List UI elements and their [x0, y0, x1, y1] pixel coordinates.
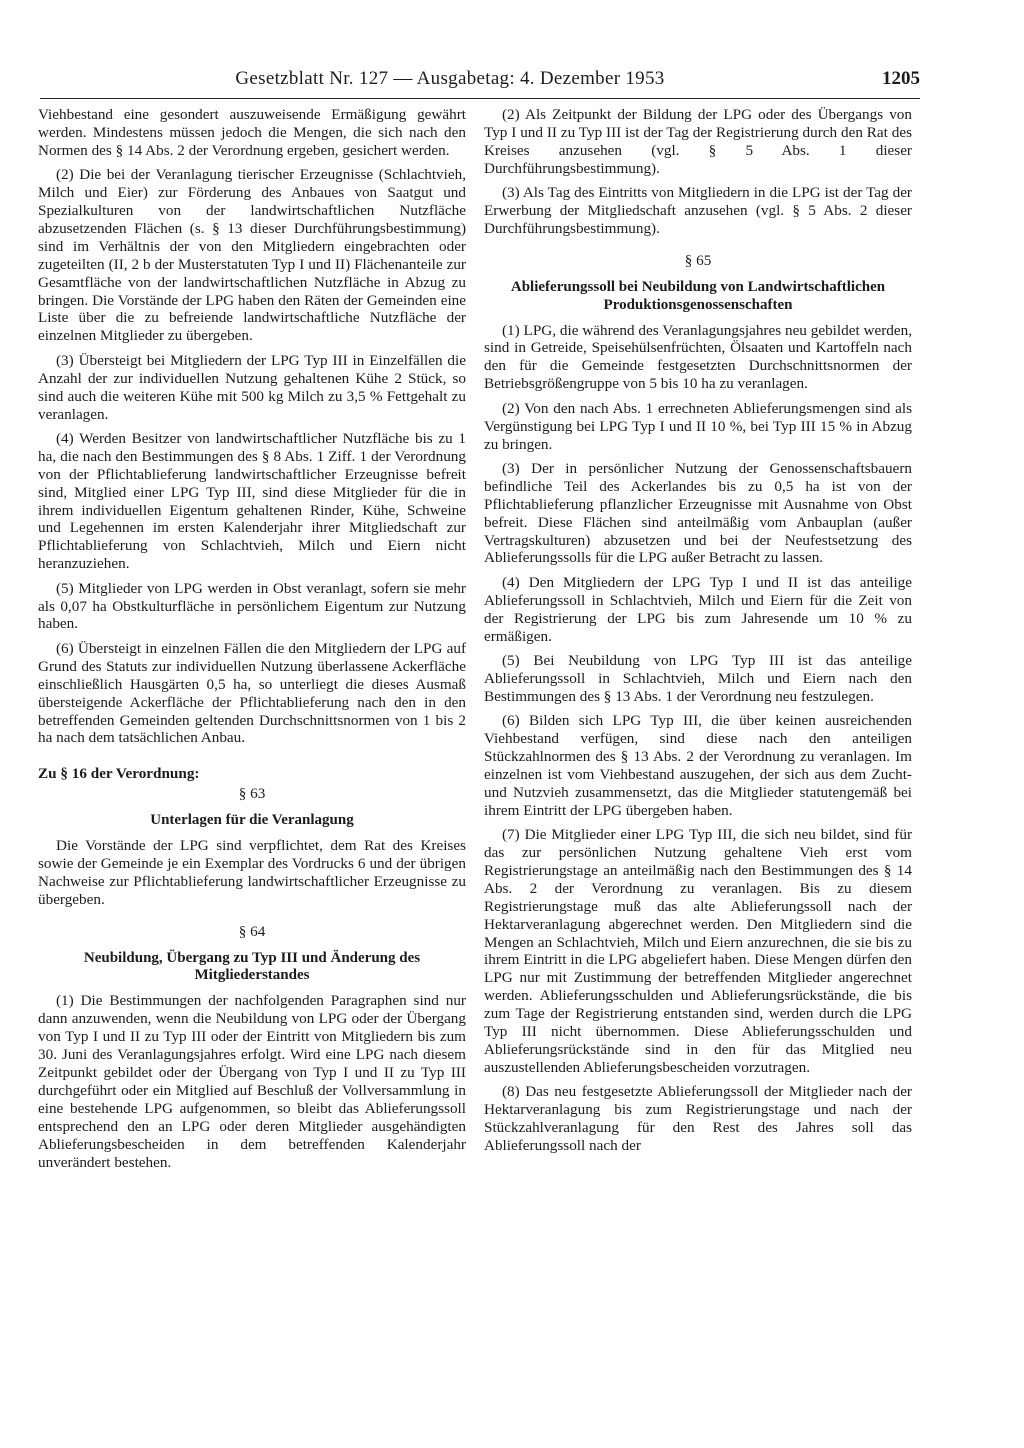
- paragraph: (3) Als Tag des Eintritts von Mitgliedern in die LPG ist der Tag der Erwerbung der Mitgliedschaft anzusehen (vgl. § 5 Abs. 2 dieser Durchführungsbestimmung).: [484, 184, 912, 237]
- header-title: Gesetzblatt Nr. 127 — Ausgabetag: 4. Dezember 1953: [235, 68, 665, 89]
- paragraph: (4) Werden Besitzer von landwirtschaftlicher Nutzfläche bis zu 1 ha, die nach den Bestimmungen des § 8 Abs. 1 Ziff. 1 der Verordnung von der Pflichtablieferung landwirtschaftlicher Erzeugnisse befreit sind, Mitglied einer LPG Typ III, sind diese Mitglieder für die in ihrem individuellen Eigentum gehaltenen Rinder, Kühe, Schweine und Legehennen im ersten Kalenderjahr ihrer Mitgliedschaft zur Pflichtablieferung von Schlachtvieh, Milch und Eiern nicht heranzuziehen.: [38, 429, 466, 573]
- paragraph: (1) LPG, die während des Veranlagungsjahres neu gebildet werden, sind in Getreide, Speisehülsenfrüchten, Ölsaaten und Kartoffeln nach den für die Gemeinde festgesetzten Durchschnittsnormen der Betriebsgrößengruppe von 5 bis 10 ha zu veranlagen.: [484, 321, 912, 393]
- regulation-reference-heading: Zu § 16 der Verordnung:: [38, 765, 200, 783]
- paragraph: Die Vorstände der LPG sind verpflichtet, dem Rat des Kreises sowie der Gemeinde je ein Exemplar des Vordrucks 6 und der übrigen Nachweise zur Pflichtablieferung landwirtschaftlicher Erzeugnisse zu übergeben.: [38, 837, 466, 908]
- paragraph: (3) Übersteigt bei Mitgliedern der LPG Typ III in Einzelfällen die Anzahl der zur individuellen Nutzung gehaltenen Kühe 2 Stück, so sind auch die weiteren Kühe mit 500 kg Milch zu 3,5 % Fettgehalt zu veranlagen.: [38, 351, 466, 423]
- paragraph: (2) Die bei der Veranlagung tierischer Erzeugnisse (Schlachtvieh, Milch und Eier) zur Förderung des Anbaues von Saatgut und Spezialkulturen von der landwirtschaftlichen Nutzfläche abzusetzenden Flächen (s. § 13 dieser Durchführungsbestimmung) sind im Verhältnis der von den Mitgliedern eingebrachten oder zugeteilten (II, 2 b der Musterstatuten Typ I und II) Flächenanteile zur Gesamtfläche von der landwirtschaftlichen Nutzfläche in Abzug zu bringen. Die Vorstände der LPG haben den Räten der Gemeinden eine Liste über die zu befreiende landwirtschaftliche Nutzfläche der einzelnen Mitglieder zu übergeben.: [38, 166, 466, 345]
- paragraph: Viehbestand eine gesondert auszuweisende Ermäßigung gewährt werden. Mindestens müssen jedoch die Mengen, die sich nach den Normen des § 14 Abs. 2 der Verordnung ergeben, gesichert werden.: [38, 106, 466, 159]
- right-column: [484, 106, 912, 1161]
- page-header: [40, 68, 920, 99]
- paragraph: (5) Bei Neubildung von LPG Typ III ist das anteilige Ablieferungssoll in Schlachtvieh, Milch und Eiern nach den Bestimmungen des § 13 Abs. 1 der Verordnung neu festzulegen.: [484, 651, 912, 705]
- paragraph: (4) Den Mitgliedern der LPG Typ I und II ist das anteilige Ablieferungssoll in Schlachtvieh, Milch und Eiern für die Zeit von der Registrierung der LPG bis zum Jahresende um 10 % zu ermäßigen.: [484, 573, 912, 645]
- paragraph: (2) Als Zeitpunkt der Bildung der LPG oder des Übergangs von Typ I und II zu Typ III ist der Tag der Registrierung durch den Rat des Kreises anzusehen (vgl. § 5 Abs. 1 dieser Durchführungsbestimmung).: [484, 106, 912, 177]
- paragraph: (5) Mitglieder von LPG werden in Obst veranlagt, sofern sie mehr als 0,07 ha Obstkulturfläche in persönlichem Eigentum zur Nutzung haben.: [38, 579, 466, 633]
- paragraph: (1) Die Bestimmungen der nachfolgenden Paragraphen sind nur dann anzuwenden, wenn die Neubildung von LPG oder der Übergang von Typ I und II zu Typ III oder der Eintritt von Mitgliedern bis zum 30. Juni des Veranlagungsjahres erfolgt. Wird eine LPG nach diesem Zeitpunkt gebildet oder der Übergang von Typ I und II zu Typ III durchgeführt oder ein Mitglied auf Beschluß der Vollversammlung in eine bestehende LPG aufgenommen, so bleibt das Ablieferungssoll entsprechend den an LPG oder deren Mitglieder ausgehändigten Ablieferungsbescheiden in dem betreffenden Kalenderjahr unverändert bestehen.: [38, 992, 466, 1171]
- section-heading: Neubildung, Übergang zu Typ III und Änderung des Mitgliederstandes: [83, 949, 421, 984]
- section-number: § 64: [238, 922, 266, 940]
- left-column: [38, 106, 466, 1178]
- section-number: § 63: [238, 785, 266, 803]
- paragraph: (2) Von den nach Abs. 1 errechneten Ablieferungsmengen sind als Vergünstigung bei LPG Typ I und II 10 %, bei Typ III 15 % in Abzug zu bringen.: [484, 399, 912, 453]
- paragraph: (8) Das neu festgesetzte Ablieferungssoll der Mitglieder nach der Hektarveranlagung bis zum Registrierungstage und nach der Stückzahlveranlagung für den Rest des Jahres soll das Ablieferungssoll nach der: [484, 1083, 912, 1155]
- page-number: 1205: [882, 68, 920, 89]
- section-heading: Ablieferungssoll bei Neubildung von Landwirtschaftlichen Produktionsgenossenschaften: [510, 278, 886, 313]
- paragraph: (6) Übersteigt in einzelnen Fällen die den Mitgliedern der LPG auf Grund des Statuts zur individuellen Nutzung überlassene Ackerfläche einschließlich Hausgärten 0,5 ha, so unterliegt die dieses Ausmaß übersteigende Ackerfläche der Pflichtablieferung nach den in den betreffenden Gemeinden geltenden Durchschnittsnormen von 1 bis 2 ha nach dem tatsächlichen Anbau.: [38, 639, 466, 747]
- section-heading: Unterlagen für die Veranlagung: [150, 812, 354, 829]
- paragraph: (6) Bilden sich LPG Typ III, die über keinen ausreichenden Viehbestand verfügen, sind diese nach den anteiligen Stückzahlnormen des § 13 Abs. 2 der Verordnung zu veranlagen. Im einzelnen ist vom Viehbestand auszugehen, der sich aus dem Zucht- und Nutzvieh zusammensetzt, das die Mitglieder statutengemäß bei ihrem Eintritt der LPG übergeben haben.: [484, 712, 912, 819]
- paragraph: (3) Der in persönlicher Nutzung der Genossenschaftsbauern befindliche Teil des Ackerlandes bis zu 0,5 ha ist von der Pflichtablieferung pflanzlicher Erzeugnisse mit Ausnahme von Obst befreit. Diese Flächen sind anteilmäßig vom Anbauplan (außer Vertragskulturen) abzusetzen und bei der Neufestsetzung des Ablieferungssolls für die LPG außer Betracht zu lassen.: [484, 459, 912, 567]
- paragraph: (7) Die Mitglieder einer LPG Typ III, die sich neu bildet, sind für das zur persönlichen Nutzung gehaltene Vieh erst vom Registrierungstage an anteilmäßig nach den Bestimmungen des § 14 Abs. 2 der Verordnung zu veranlagen. Bis zu diesem Registrierungstage muß das alte Ablieferungssoll nach der Hektarveranlagung abgerechnet werden. Den Mitgliedern sind die Mengen an Schlachtvieh, Milch und Eiern anzurechnen, die sie bis zu ihrem Eintritt in die LPG abgeliefert haben. Diese Mengen dürfen den LPG nur mit Zustimmung der betreffenden Mitglieder angerechnet werden. Ablieferungsschulden und Ablieferungsrückstände, die bis zum Tage der Registrierung entstanden sind, werden durch die LPG Typ III nicht übernommen. Diese Ablieferungsschulden und Ablieferungsrückstände sind in den für das Mitglied neu auszustellenden Ablieferungsbescheiden vorzutragen.: [484, 826, 912, 1076]
- section-number: § 65: [684, 251, 712, 269]
